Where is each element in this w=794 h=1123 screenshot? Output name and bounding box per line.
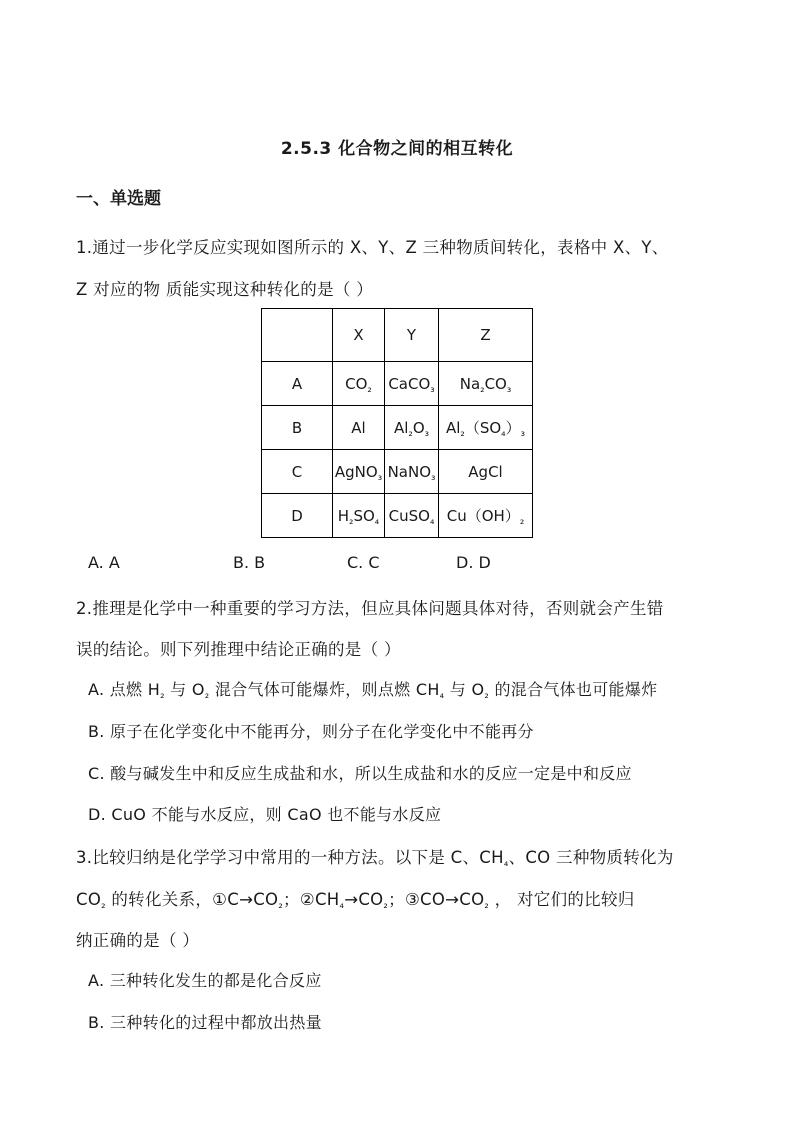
table-cell: NaNO$_{_3}$ [385,450,439,494]
table-cell: $Na_{_2}CO_{_3}$ [439,362,533,406]
question-2-option-b: B. 原子在化学变化中不能再分，则分子在化学变化中不能再分 [88,722,534,741]
question-2-option-a: A. 点燃 $H_{_2}$ 与 $O_{_2}$ 混合气体可能爆炸，则点燃 $CH_{_4}$ 与 $O_{_2}$ 的混合气体也可能爆炸 [88,680,658,701]
page-title: 2.5.3 化合物之间的相互转化 [280,139,514,159]
question-1-option-a: A. A [88,553,120,572]
table-header-cell [262,309,333,362]
table-header-cell: X [333,309,385,362]
question-2-option-c: C. 酸与碱发生中和反应生成盐和水，所以生成盐和水的反应一定是中和反应 [88,764,632,783]
question-3-line-2: $CO_{_2}$ 的转化关系，$①C\to CO_{_2}$；$②CH_{_4}\to CO_{_2}$；$③CO\to CO_{_2}$ ， 对它们的比较归 [76,890,635,911]
question-1-line-2: Z 对应的物 质能实现这种转化的是（ ） [76,280,374,299]
table-cell: $Al_{_2}O_{_3}$ [385,406,439,450]
table-row [262,406,533,450]
question-2-option-d: D. CuO 不能与水反应，则 CaO 也不能与水反应 [88,805,442,824]
table-cell: CaCO$_{_3}$ [385,362,439,406]
question-1-option-b: B. B [233,553,266,572]
question-1-option-c: C. C [347,553,380,572]
table-header-row [262,309,533,362]
table-row [262,494,533,538]
question-1-table [261,308,533,538]
table-header-cell: Y [385,309,439,362]
question-1-option-d: D. D [456,553,491,572]
table-cell: Al [333,406,385,450]
table-cell: C [262,450,333,494]
table-row [262,450,533,494]
question-3-line-3: 纳正确的是（ ） [76,931,200,950]
question-2-line-2: 误的结论。则下列推理中结论正确的是（ ） [76,640,401,659]
table-cell: $CO_{_2}$ [333,362,385,406]
table-cell: AgCl [439,450,533,494]
table-cell: B [262,406,333,450]
table-cell: CuSO$_{_4}$ [385,494,439,538]
table-cell: A [262,362,333,406]
question-3-line-1: 3.比较归纳是化学学习中常用的一种方法。以下是 C、$CH_{_4}$、CO 三种物质转化为 [76,848,674,869]
table-header-cell: Z [439,309,533,362]
table-cell: $H_{_2}SO_{_4}$ [333,494,385,538]
question-3-option-b: B. 三种转化的过程中都放出热量 [88,1013,322,1032]
table-cell: AgNO$_{_3}$ [333,450,385,494]
table-cell: $Al_{_2}(SO_{_4})_{_3}$ [439,406,533,450]
question-1-line-1: 1.通过一步化学反应实现如图所示的 X、Y、Z 三种物质间转化，表格中 X、Y、 [76,238,669,257]
question-2-line-1: 2.推理是化学中一种重要的学习方法，但应具体问题具体对待，否则就会产生错 [76,599,664,618]
table-cell: $Cu(OH)_{_2}$ [439,494,533,538]
table-cell: D [262,494,333,538]
section-heading: 一、单选题 [76,189,161,209]
question-3-option-a: A. 三种转化发生的都是化合反应 [88,971,322,990]
table-row [262,362,533,406]
